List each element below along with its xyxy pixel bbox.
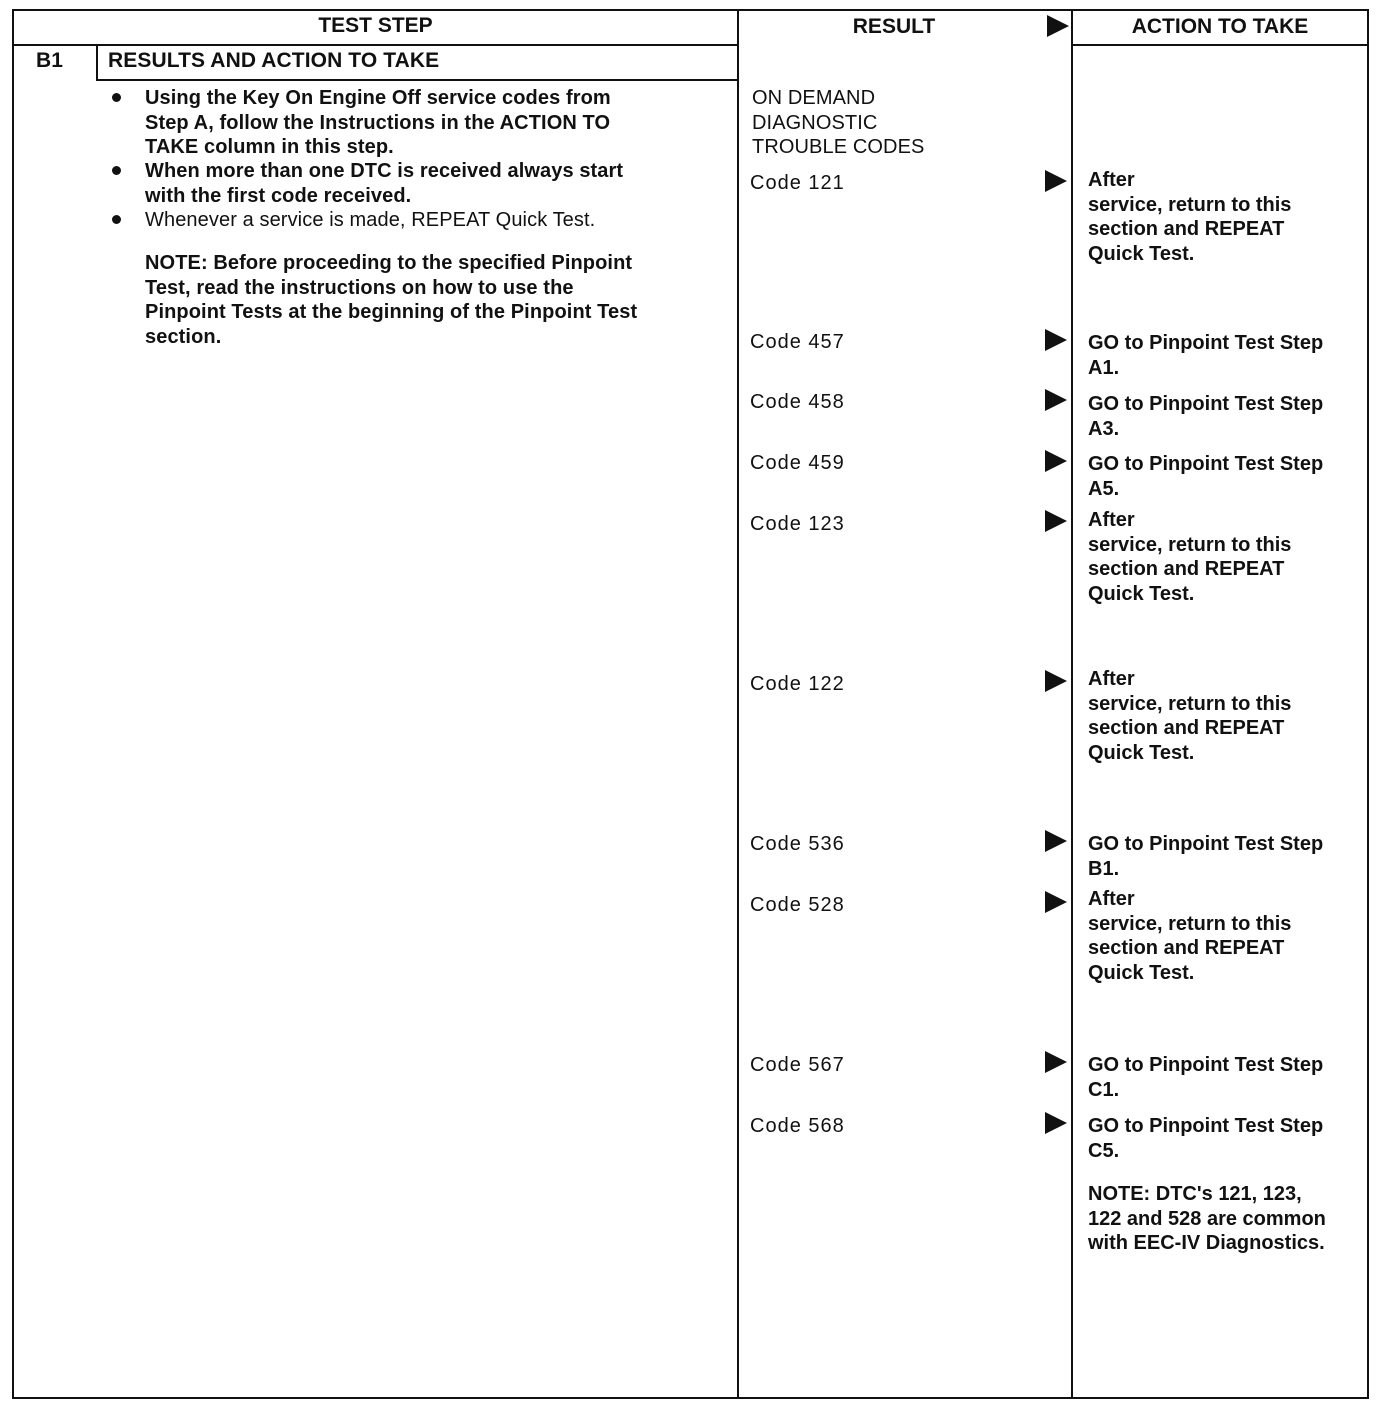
result-arrow-icon [1045,329,1067,351]
header-result: RESULT [852,15,936,38]
result-code: Code 459 [750,452,845,474]
result-code: Code 568 [750,1115,845,1137]
result-arrow-icon [1045,389,1067,411]
table-left-border [12,9,14,1399]
instruction-2: When more than one DTC is received always start with the first code received. [145,160,624,207]
result-code: Code 536 [750,833,845,855]
result-code: Code 123 [750,513,845,535]
action-text: After service, return to this section and REPEAT Quick Test. [1088,668,1292,764]
instruction-1: Using the Key On Engine Off service codes from Step A, follow the Instructions in the ACTION TO TAKE column in this step. [145,87,611,158]
step-id-divider [96,44,98,81]
action-text: After service, return to this section and REPEAT Quick Test. [1088,509,1292,605]
result-heading: ON DEMAND DIAGNOSTIC TROUBLE CODES [752,87,925,158]
header-bottom-rule-right [1071,44,1369,46]
result-code: Code 567 [750,1054,845,1076]
result-code: Code 458 [750,391,845,413]
bullet-icon [112,166,121,175]
action-text: GO to Pinpoint Test Step A3. [1088,393,1324,440]
result-arrow-icon [1045,830,1067,852]
result-arrow-icon [1045,1112,1067,1134]
action-text: GO to Pinpoint Test Step B1. [1088,833,1324,880]
common-dtc-note: NOTE: DTC's 121, 123, 122 and 528 are common with EEC-IV Diagnostics. [1088,1183,1326,1254]
result-code: Code 528 [750,894,845,916]
step-id: B1 [36,49,64,72]
column-divider-action [1071,9,1073,1399]
step-row-rule [96,79,739,81]
result-arrow-icon [1045,891,1067,913]
action-text: GO to Pinpoint Test Step A1. [1088,332,1324,379]
column-divider-result [737,9,739,1399]
action-text: GO to Pinpoint Test Step C1. [1088,1054,1324,1101]
instruction-note: NOTE: Before proceeding to the specified Pinpoint Test, read the instructions on how to use the Pinpoint Tests at the beginning of the Pinpoint Test section. [145,252,638,348]
result-arrow-icon [1045,670,1067,692]
result-arrow-icon [1045,1051,1067,1073]
result-arrow-icon [1045,170,1067,192]
header-bottom-rule-left [12,44,739,46]
action-text: GO to Pinpoint Test Step A5. [1088,453,1324,500]
table-right-border [1367,9,1369,1399]
header-arrow-icon [1047,15,1069,37]
result-code: Code 122 [750,673,845,695]
header-test-step: TEST STEP [318,14,433,37]
step-title: RESULTS AND ACTION TO TAKE [108,49,440,72]
action-text: After service, return to this section and REPEAT Quick Test. [1088,169,1292,265]
bullet-icon [112,215,121,224]
action-text: GO to Pinpoint Test Step C5. [1088,1115,1324,1162]
result-arrow-icon [1045,510,1067,532]
action-text: After service, return to this section and REPEAT Quick Test. [1088,888,1292,984]
header-action-to-take: ACTION TO TAKE [1131,15,1309,38]
result-arrow-icon [1045,450,1067,472]
result-code: Code 457 [750,331,845,353]
instruction-3: Whenever a service is made, REPEAT Quick Test. [145,209,596,231]
table-bottom-border [12,1397,1369,1399]
result-code: Code 121 [750,172,845,194]
bullet-icon [112,93,121,102]
